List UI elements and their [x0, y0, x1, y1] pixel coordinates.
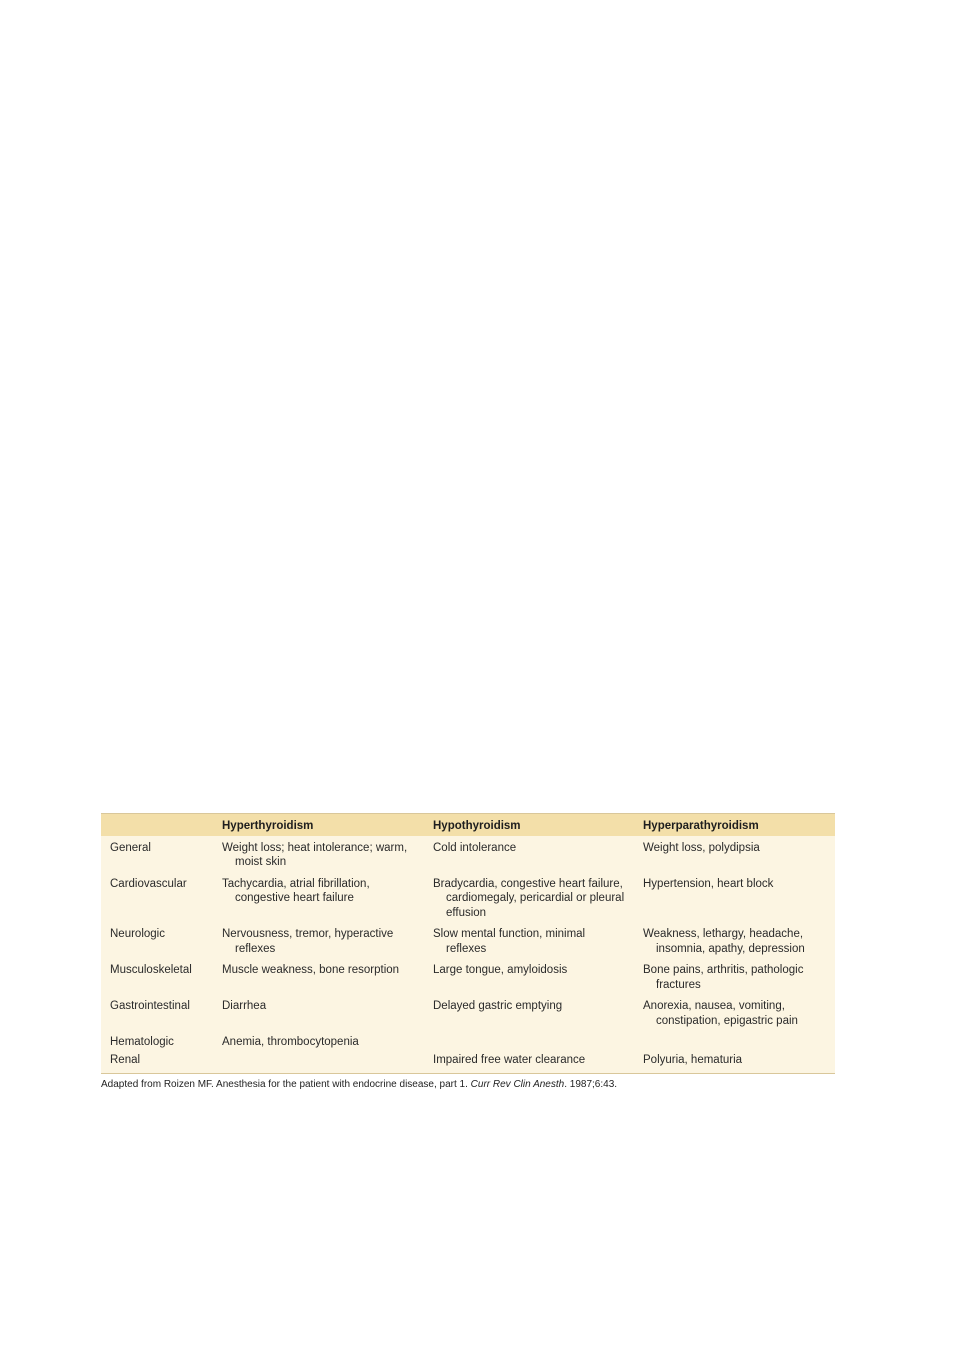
hypothyroidism-cell — [424, 996, 634, 1032]
table-row-cardiovascular — [101, 874, 835, 925]
hyperthyroidism-cell — [213, 836, 424, 874]
hypothyroidism-cell — [424, 960, 634, 996]
endocrine-comparison-table — [101, 813, 835, 1074]
system-label: Gastrointestinal — [110, 1000, 190, 1012]
hyperparathyroidism-text: Anorexia, nausea, vomiting, constipation, epigastric pain — [643, 1000, 798, 1027]
hypothyroidism-text: Slow mental function, minimal reflexes — [433, 928, 586, 955]
hyperthyroidism-cell — [213, 1050, 424, 1074]
hyperparathyroidism-cell — [634, 874, 835, 925]
table-row-renal — [101, 1050, 835, 1074]
header-hyperthyroidism: Hyperthyroidism — [213, 814, 424, 836]
hyperthyroidism-text: Diarrhea — [222, 1000, 267, 1012]
header-system — [101, 814, 213, 836]
table-row-musculoskeletal — [101, 960, 835, 996]
system-label: Renal — [110, 1053, 141, 1066]
hypothyroidism-text: Bradycardia, congestive heart failure, cardiomegaly, pericardial or pleural effusion — [433, 877, 625, 919]
table-row-gastrointestinal — [101, 996, 835, 1032]
hyperthyroidism-cell — [213, 924, 424, 960]
hyperthyroidism-text: Weight loss; heat intolerance; warm, moist skin — [222, 841, 408, 868]
hyperparathyroidism-cell — [634, 996, 835, 1032]
source-footnote — [101, 1078, 835, 1091]
hyperparathyroidism-text: Polyuria, hematuria — [643, 1053, 743, 1066]
hyperthyroidism-text: Muscle weakness, bone resorption — [222, 964, 400, 976]
header-hyperparathyroidism: Hyperparathyroidism — [634, 814, 835, 836]
hyperparathyroidism-text: Bone pains, arthritis, pathologic fractures — [643, 964, 804, 991]
hypothyroidism-cell — [424, 836, 634, 874]
system-cell — [101, 874, 213, 925]
comparison-table-container — [101, 813, 835, 1091]
hyperparathyroidism-cell — [634, 1050, 835, 1074]
table-row-hematologic — [101, 1032, 835, 1050]
system-cell — [101, 1032, 213, 1050]
hyperthyroidism-cell — [213, 996, 424, 1032]
hyperthyroidism-text: Nervousness, tremor, hyperactive reflexes — [222, 928, 394, 955]
hypothyroidism-cell — [424, 924, 634, 960]
hypothyroidism-cell — [424, 874, 634, 925]
hyperparathyroidism-text: Weakness, lethargy, headache, insomnia, apathy, depression — [643, 928, 805, 955]
hyperparathyroidism-text: Weight loss, polydipsia — [643, 841, 760, 854]
hyperparathyroidism-cell — [634, 1032, 835, 1050]
hyperthyroidism-text: Anemia, thrombocytopenia — [222, 1036, 359, 1048]
table-row-neurologic — [101, 924, 835, 960]
system-label: Neurologic — [110, 928, 165, 940]
hypothyroidism-text: Cold intolerance — [433, 841, 517, 854]
hypothyroidism-cell — [424, 1050, 634, 1074]
footnote-prefix: Adapted from Roizen MF. Anesthesia for the patient with endocrine disease, part 1. — [101, 1079, 471, 1090]
hyperparathyroidism-cell — [634, 836, 835, 874]
hyperparathyroidism-cell — [634, 924, 835, 960]
hypothyroidism-text: Delayed gastric emptying — [433, 1000, 563, 1012]
footnote-suffix: . 1987;6:43. — [564, 1079, 618, 1090]
hyperthyroidism-cell — [213, 960, 424, 996]
table-row-general — [101, 836, 835, 874]
table-header-row — [101, 814, 835, 836]
system-cell — [101, 960, 213, 996]
hypothyroidism-cell — [424, 1032, 634, 1050]
hyperthyroidism-cell — [213, 1032, 424, 1050]
system-label: Cardiovascular — [110, 877, 187, 890]
hyperthyroidism-text: Tachycardia, atrial fibrillation, congestive heart failure — [222, 877, 370, 904]
system-cell — [101, 996, 213, 1032]
hyperthyroidism-cell — [213, 874, 424, 925]
system-label: Musculoskeletal — [110, 964, 192, 976]
system-cell — [101, 836, 213, 874]
header-hypothyroidism: Hypothyroidism — [424, 814, 634, 836]
system-cell — [101, 924, 213, 960]
system-cell — [101, 1050, 213, 1074]
hypothyroidism-text: Large tongue, amyloidosis — [433, 964, 568, 976]
footnote-journal: Curr Rev Clin Anesth — [470, 1079, 565, 1090]
system-label: Hematologic — [110, 1036, 174, 1048]
hypothyroidism-text: Impaired free water clearance — [433, 1053, 586, 1066]
system-label: General — [110, 841, 151, 854]
hyperparathyroidism-cell — [634, 960, 835, 996]
hyperparathyroidism-text: Hypertension, heart block — [643, 877, 774, 890]
